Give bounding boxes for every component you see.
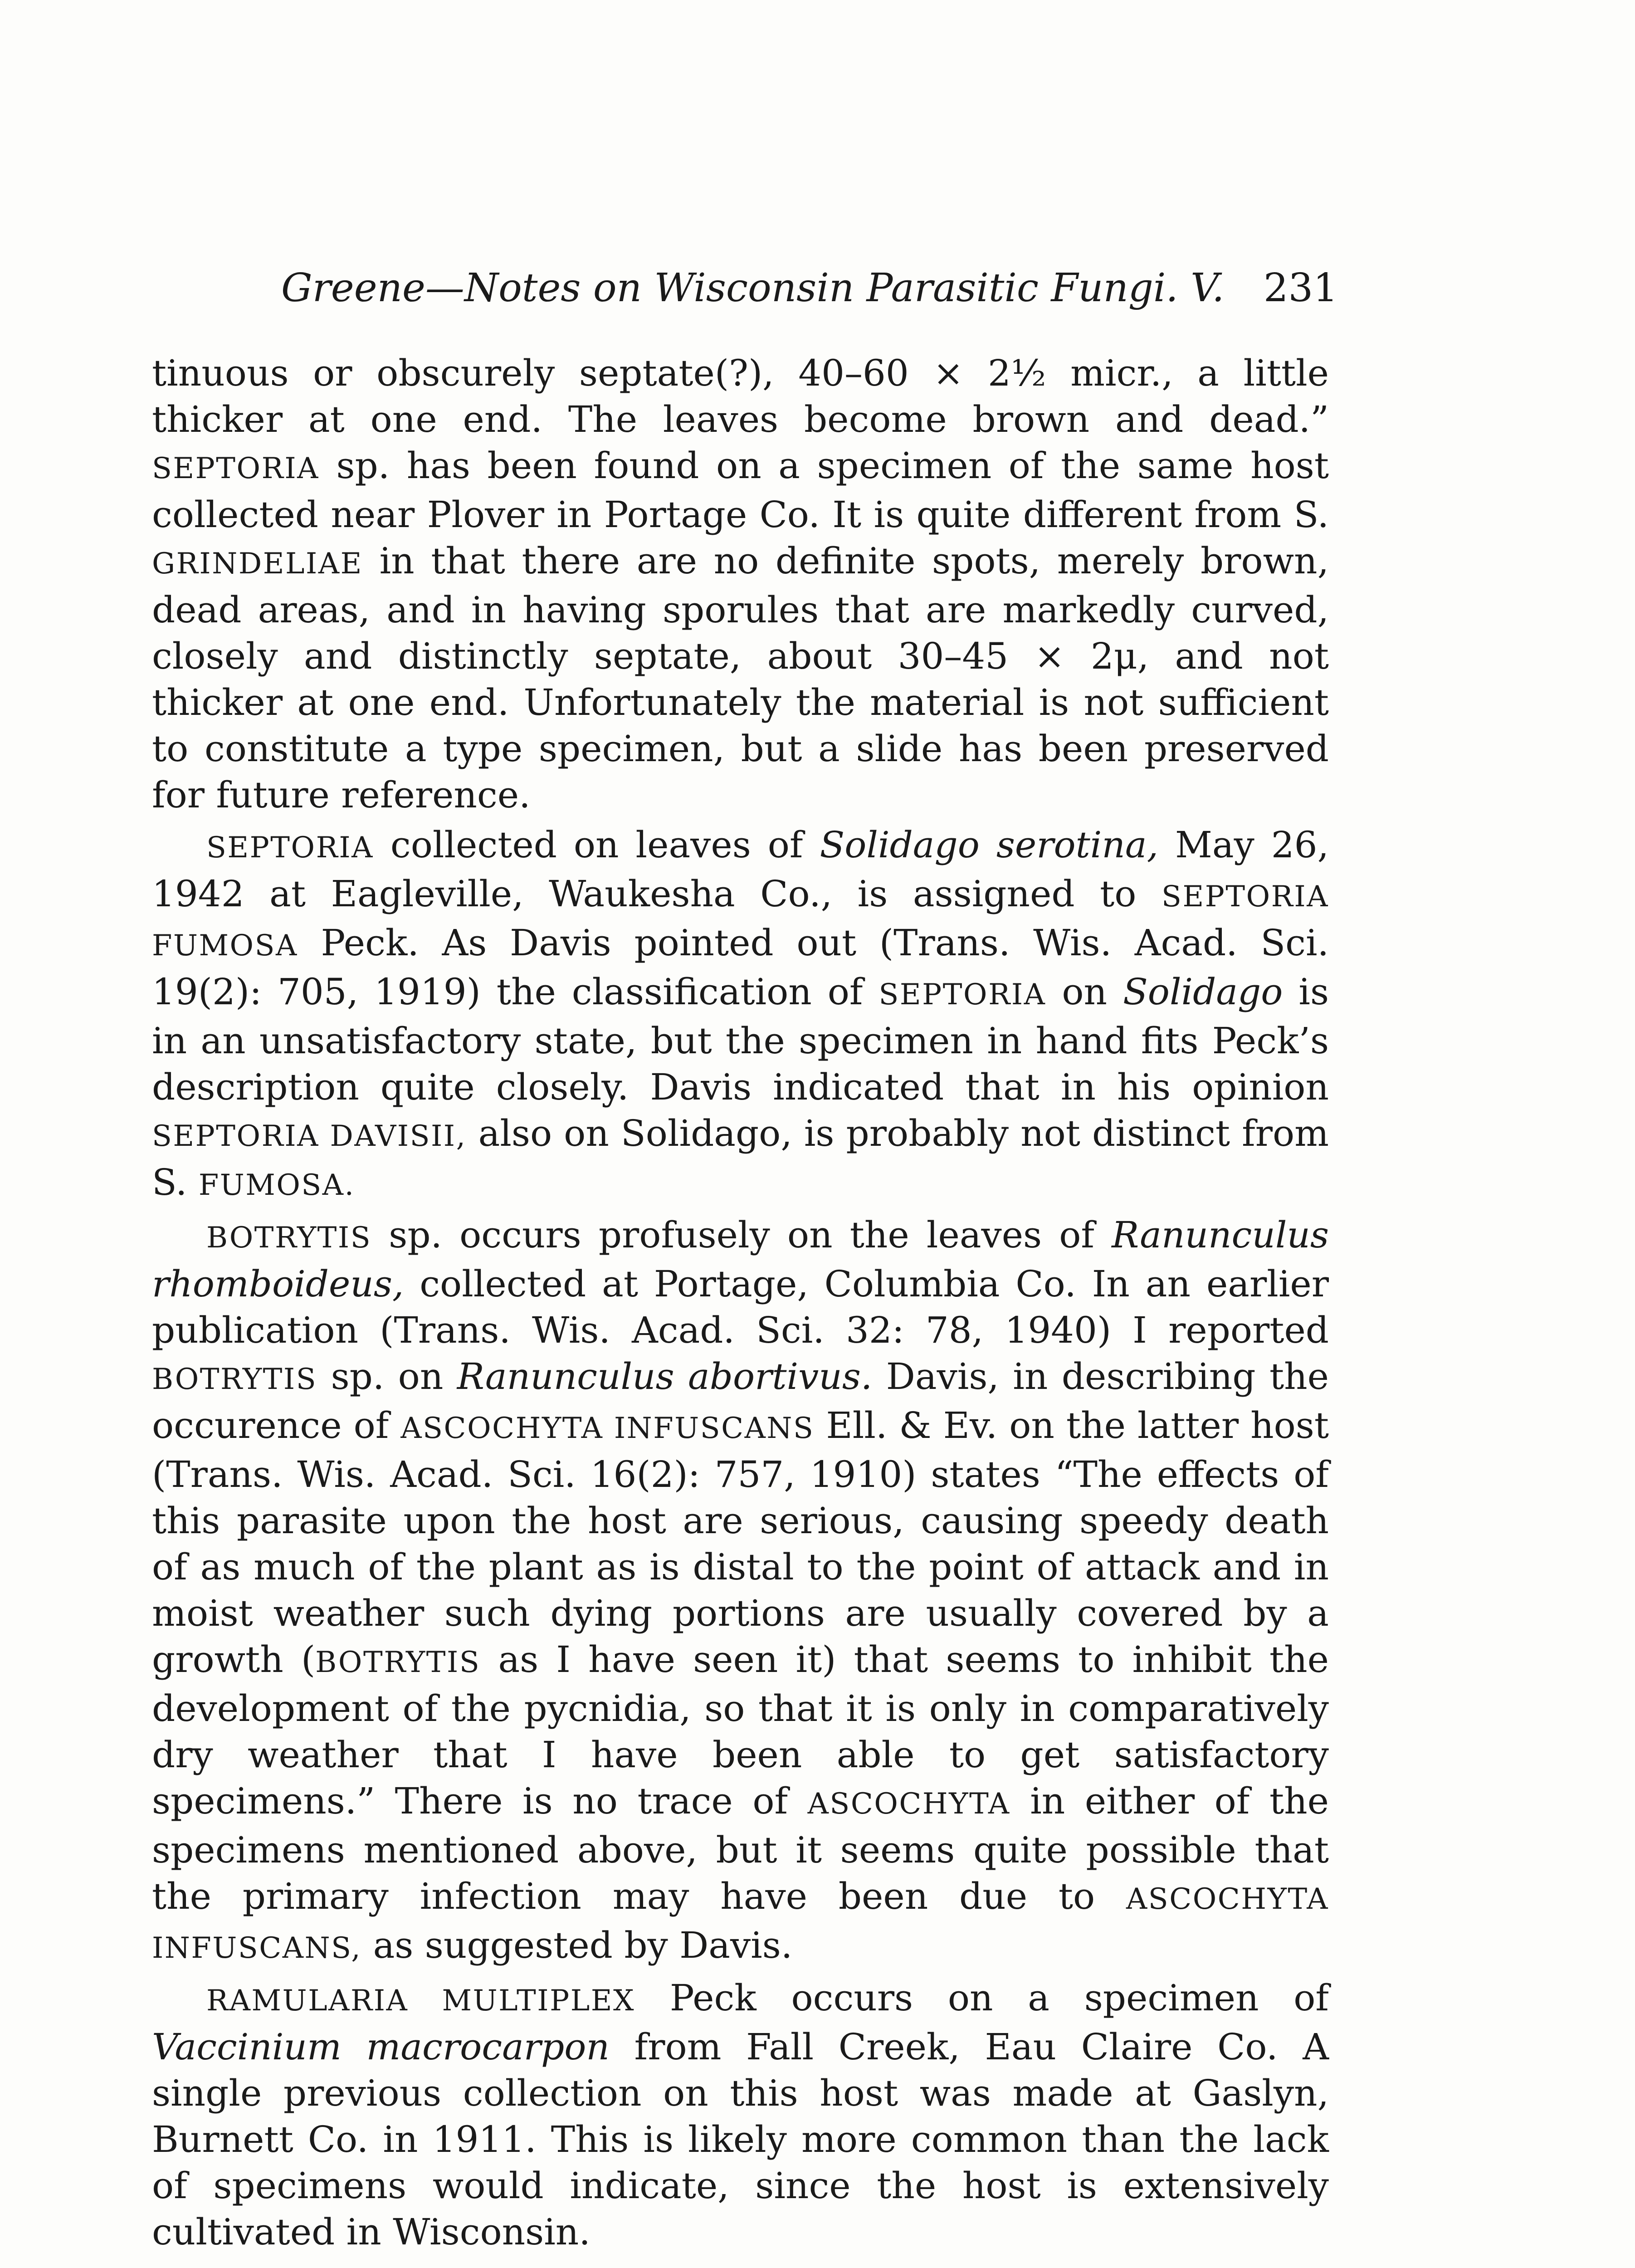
paragraph-ramularia [152, 1975, 1329, 2255]
running-title: Greene—Notes on Wisconsin Parasitic Fungi. V. [281, 265, 1225, 311]
text-run: sp. has been found on a specimen of the same host collected near Plover in Portage Co. It is quite different from S. [152, 445, 1329, 536]
text-run: in either of the specimens mentioned above, but it seems quite possible that the primary infection may have been due to [152, 1780, 1329, 1917]
host-name: Ranunculus abortivus. [457, 1355, 873, 1398]
text-run: Peck. As Davis pointed out (Trans. Wis. Acad. Sci. 19(2): 705, 1919) the classification of [152, 922, 1329, 1013]
taxon-name: ASCOCHYTA INFUSCANS, [152, 1882, 1329, 1965]
page-number: 231 [1263, 265, 1338, 311]
text-run: Davis, in describing the occurence of [152, 1355, 1329, 1447]
taxon-name: ASCOCHYTA INFUSCANS [400, 1412, 815, 1445]
taxon-name: ASCOCHYTA [807, 1787, 1010, 1821]
host-name: Ranunculus rhomboideus, [152, 1214, 1329, 1305]
text-run: from Fall Creek, Eau Claire Co. A single previous collection on this host was made at Gaslyn, Burnett Co. in 1911. This is likely more common than the lack of specimens would indicate, since the host is extensively cultivated in Wisconsin. [152, 2026, 1329, 2253]
paragraph-botrytis [152, 1212, 1329, 1971]
text-run: as I have seen it) that seems to inhibit the development of the pycnidia, so that it is only in comparatively dry weather that I have been able to get satisfactory specimens.” There is no trace of [152, 1638, 1329, 1822]
taxon-name: BOTRYTIS [206, 1221, 372, 1255]
taxon-name: SEPTORIA [206, 831, 374, 865]
text-run: as suggested by Davis. [361, 1924, 793, 1966]
paragraph-grindeliae [152, 350, 1329, 818]
taxon-name: GRINDELIAE [152, 547, 363, 581]
text-run: on [1046, 971, 1123, 1013]
host-name: Vaccinium macrocarpon [152, 2026, 610, 2068]
text-run: tinuous or obscurely septate(?), 40–60 × 2½ micr., a little thicker at one end. The leaves become brown and dead.” [152, 352, 1329, 440]
text-run: sp. on [317, 1355, 457, 1398]
host-name: Solidago serotina, [820, 824, 1159, 866]
taxon-name: SEPTORIA [152, 452, 319, 485]
text-run: Peck occurs on a specimen of [635, 1977, 1329, 2019]
text-run: sp. occurs profusely on the leaves of [371, 1214, 1112, 1256]
page-header [281, 259, 1338, 318]
text-run: collected on leaves of [373, 824, 820, 866]
text-run: May 26, 1942 at Eagleville, Waukesha Co., is assigned to [152, 824, 1329, 915]
body-text [152, 350, 1329, 2259]
text-run: collected at Portage, Columbia Co. In an earlier publication (Trans. Wis. Acad. Sci. 32: 78, 1940) I reported [152, 1263, 1329, 1351]
taxon-name: RAMULARIA MULTIPLEX [206, 1984, 635, 2018]
taxon-name: SEPTORIA DAVISII, [152, 1119, 467, 1153]
taxon-name: SEPTORIA FUMOSA [152, 880, 1329, 963]
text-run: is in an unsatisfactory state, but the specimen in hand fits Peck’s description quite closely. Davis indicated that in his opinion [152, 971, 1329, 1108]
text-run: in that there are no definite spots, merely brown, dead areas, and in having sporules that are markedly curved, closely and distinctly septate, about 30–45 × 2μ, and not thicker at one end. Unfortunately the material is not sufficient to constitute a type specimen, but a slide has been preserved for future reference. [152, 540, 1329, 816]
host-name: Solidago [1123, 971, 1283, 1013]
taxon-name: BOTRYTIS [152, 1363, 317, 1396]
paragraph-septoria-fumosa [152, 822, 1329, 1208]
text-run: also on Solidago, is probably not distinct from S. [152, 1112, 1329, 1203]
taxon-name: BOTRYTIS [315, 1646, 481, 1679]
taxon-name: FUMOSA. [198, 1168, 355, 1202]
text-run: Ell. & Ev. on the latter host (Trans. Wis. Acad. Sci. 16(2): 757, 1910) states “The effects of this parasite upon the host are serious, causing speedy death of as much of the plant as is distal to the point of attack and in moist weather such dying portions are usually covered by a growth ( [152, 1404, 1329, 1681]
taxon-name: SEPTORIA [879, 978, 1046, 1012]
